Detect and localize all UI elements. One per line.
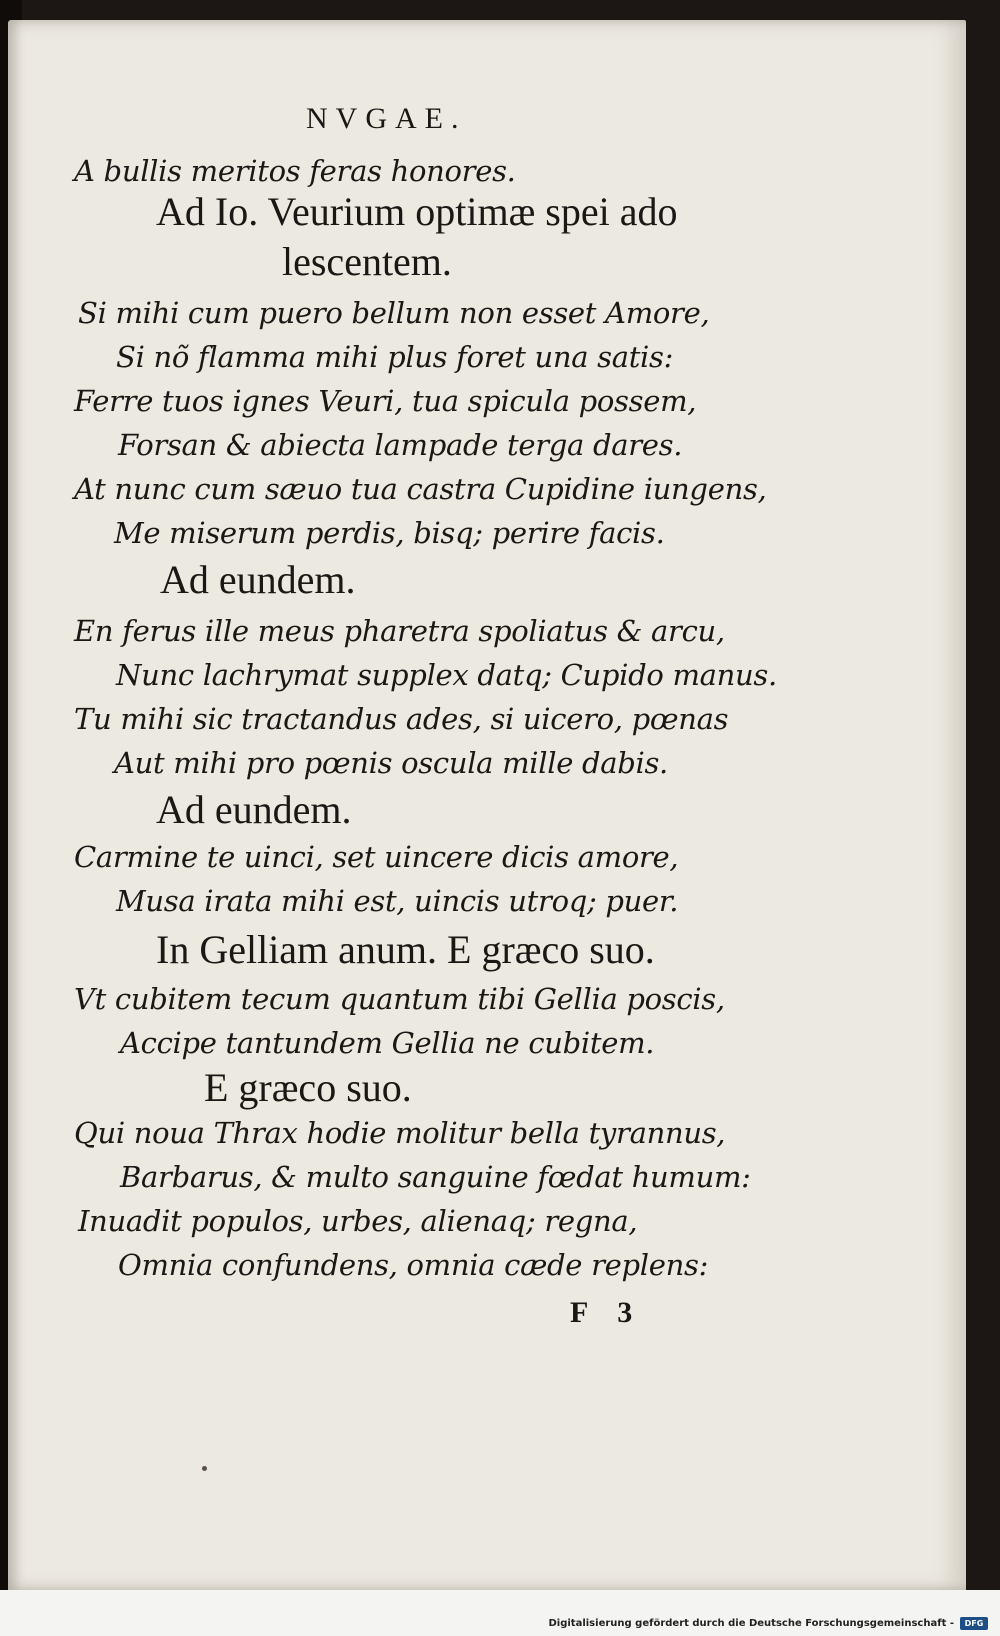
dfg-logo-icon: DFG <box>960 1617 988 1630</box>
heading-continuation: lescentem. <box>282 239 452 284</box>
verse-line-3: Ferre tuos ignes Veuri, tua spicula possem, <box>74 384 697 418</box>
verse-line-4: Forsan & abiecta lampade terga dares. <box>118 428 683 462</box>
paper-speck <box>202 1466 207 1471</box>
heading-ad-io-veurium: Ad Io. Veurium optimæ spei ado <box>156 189 678 234</box>
verse-line-12: Musa irata mihi est, uincis utroq; puer. <box>116 884 679 918</box>
text-line-1: A bullis meritos feras honores. <box>74 154 516 188</box>
verse-line-16: Barbarus, & multo sanguine fœdat humum: <box>120 1160 751 1194</box>
verse-line-13: Vt cubitem tecum quantum tibi Gellia poscis, <box>74 982 725 1016</box>
verse-line-2: Si nõ flamma mihi plus foret una satis: <box>116 340 674 374</box>
verse-line-11: Carmine te uinci, set uincere dicis amore, <box>74 840 679 874</box>
verse-line-10: Aut mihi pro pœnis oscula mille dabis. <box>114 746 668 780</box>
verse-line-8: Nunc lachrymat supplex datq; Cupido manus. <box>116 658 777 692</box>
scan-footer-strip <box>0 1590 1000 1636</box>
verse-line-7: En ferus ille meus pharetra spoliatus & arcu, <box>74 614 725 648</box>
verse-line-18: Omnia confundens, omnia cæde replens: <box>118 1248 709 1282</box>
verse-line-6: Me miserum perdis, bisq; perire facis. <box>114 516 665 550</box>
verse-line-15: Qui noua Thrax hodie molitur bella tyrannus, <box>74 1116 726 1150</box>
running-head: NVGAE. <box>306 102 467 135</box>
verse-line-9: Tu mihi sic tractandus ades, si uicero, pœnas <box>74 702 729 736</box>
heading-ad-eundem-2: Ad eundem. <box>156 787 352 832</box>
book-page <box>8 20 966 1590</box>
verse-line-14: Accipe tantundem Gellia ne cubitem. <box>120 1026 655 1060</box>
heading-in-gelliam: In Gelliam anum. E græco suo. <box>156 927 655 972</box>
heading-ad-eundem-1: Ad eundem. <box>160 557 356 602</box>
heading-e-graeco: E græco suo. <box>204 1065 412 1110</box>
verse-line-1: Si mihi cum puero bellum non esset Amore, <box>78 296 710 330</box>
signature-mark: F 3 <box>570 1296 633 1329</box>
digitization-credit: Digitalisierung gefördert durch die Deutsche Forschungsgemeinschaft - <box>548 1618 954 1629</box>
verse-line-5: At nunc cum sæuo tua castra Cupidine iungens, <box>74 472 767 506</box>
verse-line-17: Inuadit populos, urbes, alienaq; regna, <box>78 1204 638 1238</box>
